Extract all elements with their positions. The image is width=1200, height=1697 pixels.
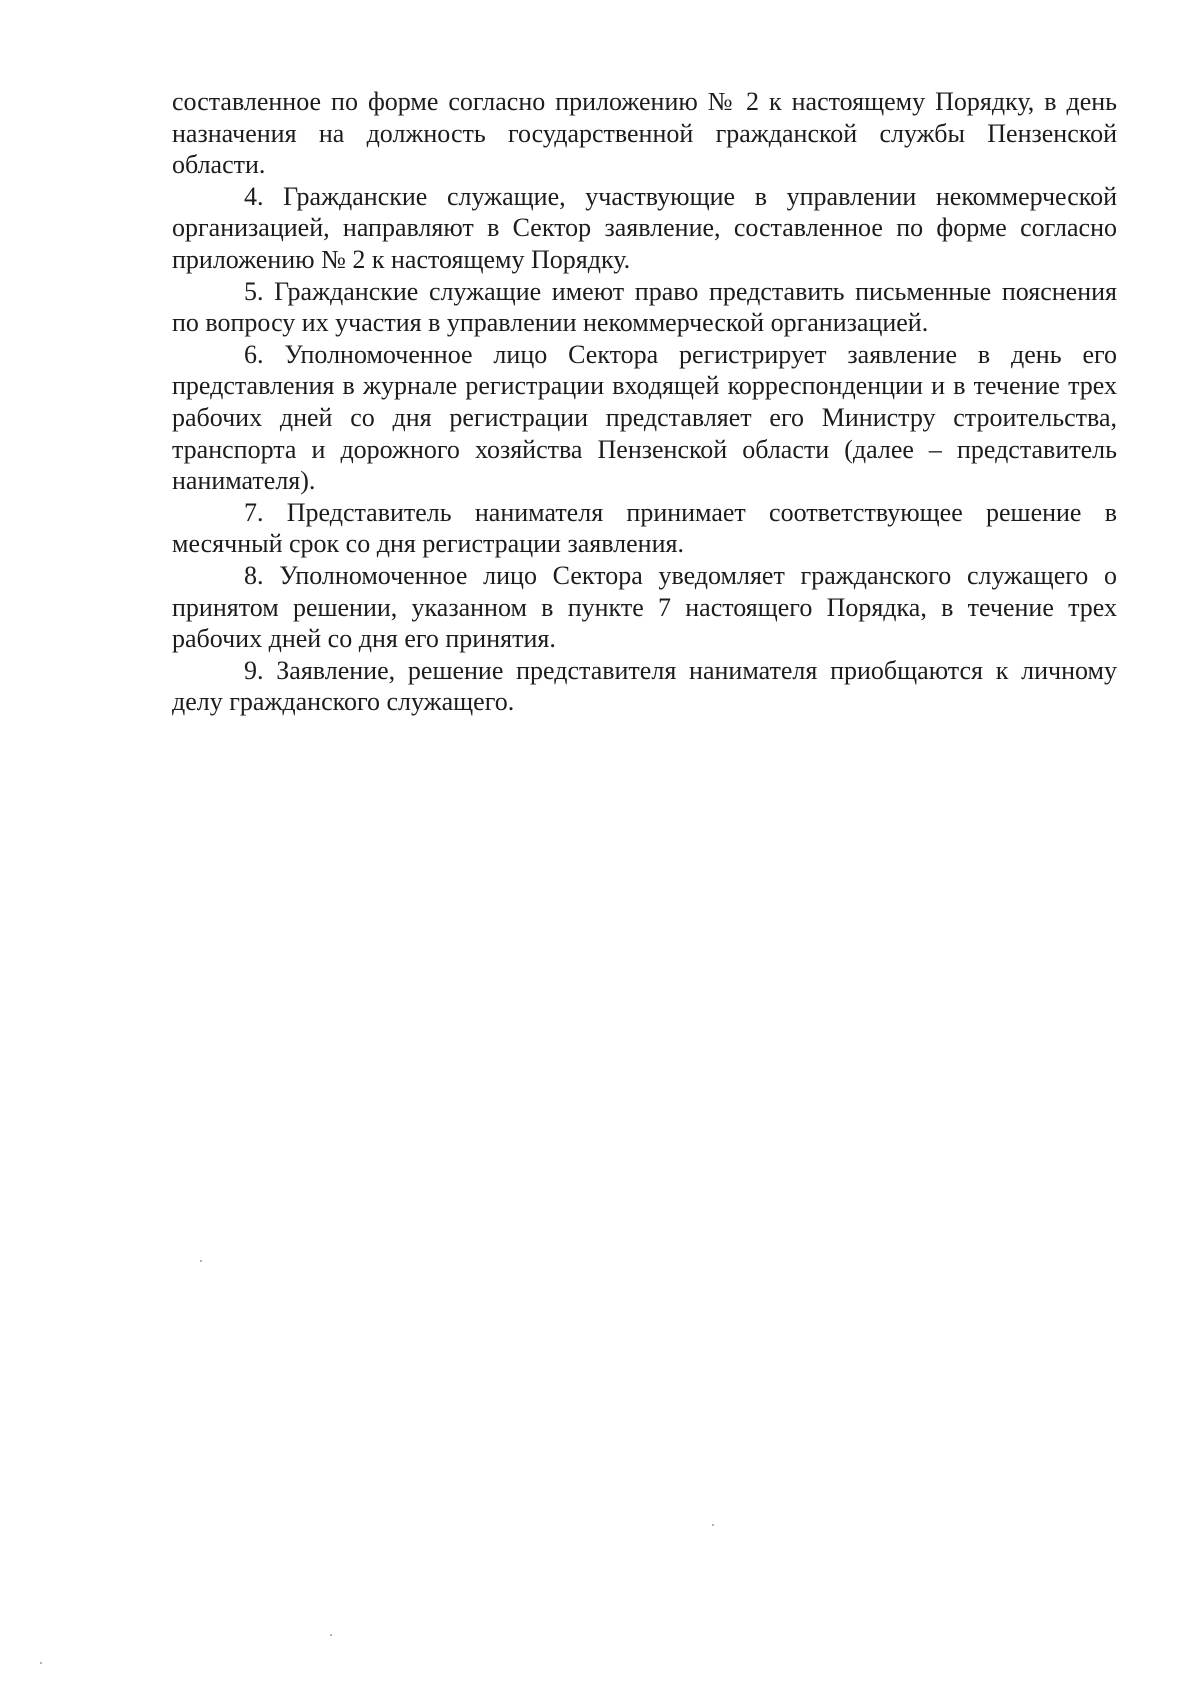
document-body — [172, 86, 1117, 718]
scan-speck — [330, 1634, 332, 1636]
paragraph-item-8: 8. Уполномоченное лицо Сектора уведомляет гражданского служащего о принятом решении, указанном в пункте 7 настоящего Порядка, в течение трех рабочих дней со дня его принятия. — [172, 560, 1117, 654]
paragraph-item-4: 4. Гражданские служащие, участвующие в управлении некоммерческой организацией, направляют в Сектор заявление, составленное по форме согласно приложению № 2 к настоящему Порядку. — [172, 181, 1117, 274]
paragraph-item-6: 6. Уполномоченное лицо Сектора регистрирует заявление в день его представления в журнале регистрации входящей корреспонденции и в течение трех рабочих дней со дня регистрации представляет его Министру строительства, транспорта и дорожного хозяйства Пензенской области (далее – представитель нанимателя). — [172, 339, 1117, 496]
paragraph-item-9: 9. Заявление, решение представителя нанимателя приобщаются к личному делу гражданского служащего. — [172, 655, 1117, 717]
paragraph-item-7: 7. Представитель нанимателя принимает соответствующее решение в месячный срок со дня регистрации заявления. — [172, 497, 1117, 559]
scan-speck — [40, 1662, 42, 1664]
paragraph-continuation: составленное по форме согласно приложению № 2 к настоящему Порядку, в день назначения на должность государственной гражданской службы Пензенской области. — [172, 87, 1117, 180]
paragraph-item-5: 5. Гражданские служащие имеют право представить письменные пояснения по вопросу их участия в управлении некоммерческой организацией. — [172, 276, 1117, 338]
scan-speck — [200, 1260, 202, 1262]
scan-speck — [712, 1524, 714, 1526]
